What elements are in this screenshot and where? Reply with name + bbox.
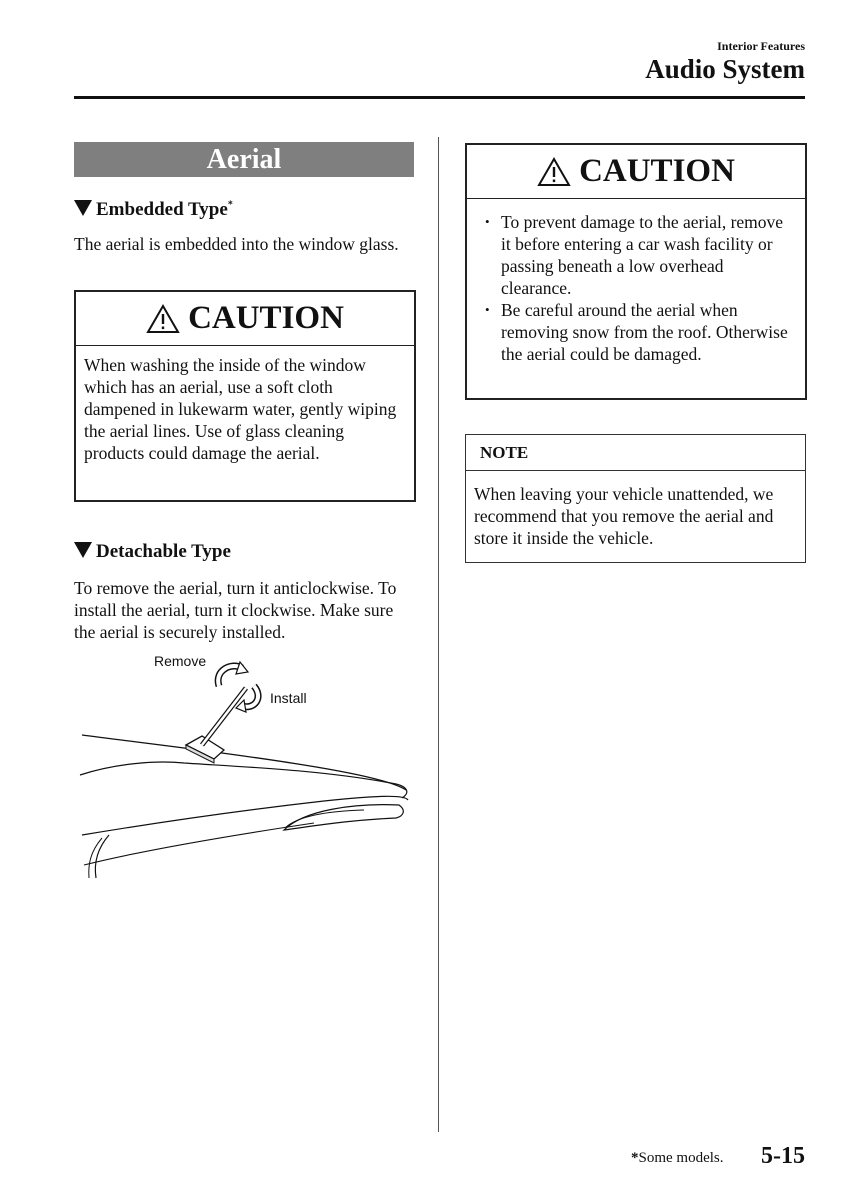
embedded-type-text: The aerial is embedded into the window glass.	[74, 234, 399, 254]
embedded-type-heading	[74, 199, 233, 221]
note-title: NOTE	[466, 435, 805, 471]
caution-header	[76, 292, 414, 346]
caution-list-container	[467, 199, 805, 373]
caution-header	[467, 145, 805, 199]
caution-list	[475, 211, 797, 365]
page-title: Audio System	[645, 54, 805, 84]
caution-box-embedded	[74, 290, 416, 502]
detachable-type-text: To remove the aerial, turn it anticlockwise. To install the aerial, turn it clockwise. Make sure the aerial is securely installed.	[74, 578, 397, 642]
section-title-bar: Aerial	[74, 142, 414, 177]
embedded-type-heading-text: Embedded Type	[96, 199, 228, 220]
note-text: When leaving your vehicle unattended, we recommend that you remove the aerial and store it inside the vehicle.	[474, 484, 774, 548]
detachable-type-heading	[74, 541, 231, 563]
note-box	[465, 434, 806, 563]
warning-triangle-icon	[146, 304, 180, 334]
figure-label-remove: Remove	[154, 653, 207, 669]
column-divider	[438, 137, 439, 1132]
aerial-illustration	[74, 660, 419, 880]
some-models-mark: *	[227, 199, 233, 211]
header-rule	[74, 96, 805, 99]
caution-title: CAUTION	[579, 153, 735, 189]
caution-text: When washing the inside of the window which has an aerial, use a soft cloth dampened in lukewarm water, gently wiping the aerial lines. Use of glass cleaning products could damage the aerial.	[84, 355, 397, 463]
triangle-bullet-icon	[74, 542, 92, 558]
caution-list-item: • To prevent damage to the aerial, remove it before entering a car wash facility or passing beneath a low overhead clearance.	[475, 211, 797, 299]
header-section-label: Interior Features	[717, 39, 805, 53]
caution-title: CAUTION	[188, 300, 344, 336]
triangle-bullet-icon	[74, 200, 92, 216]
warning-triangle-icon	[537, 157, 571, 187]
footer-asterisk: *	[631, 1150, 639, 1166]
detachable-type-heading-text: Detachable Type	[96, 541, 231, 562]
caution-box-detachable	[465, 143, 807, 400]
page-number: 5-15	[761, 1143, 805, 1169]
figure-label-install: Install	[270, 690, 307, 706]
footer-note-text: Some models.	[638, 1150, 724, 1166]
caution-list-item: • Be careful around the aerial when removing snow from the roof. Otherwise the aerial could be damaged.	[475, 299, 797, 365]
footer-note	[631, 1150, 724, 1167]
